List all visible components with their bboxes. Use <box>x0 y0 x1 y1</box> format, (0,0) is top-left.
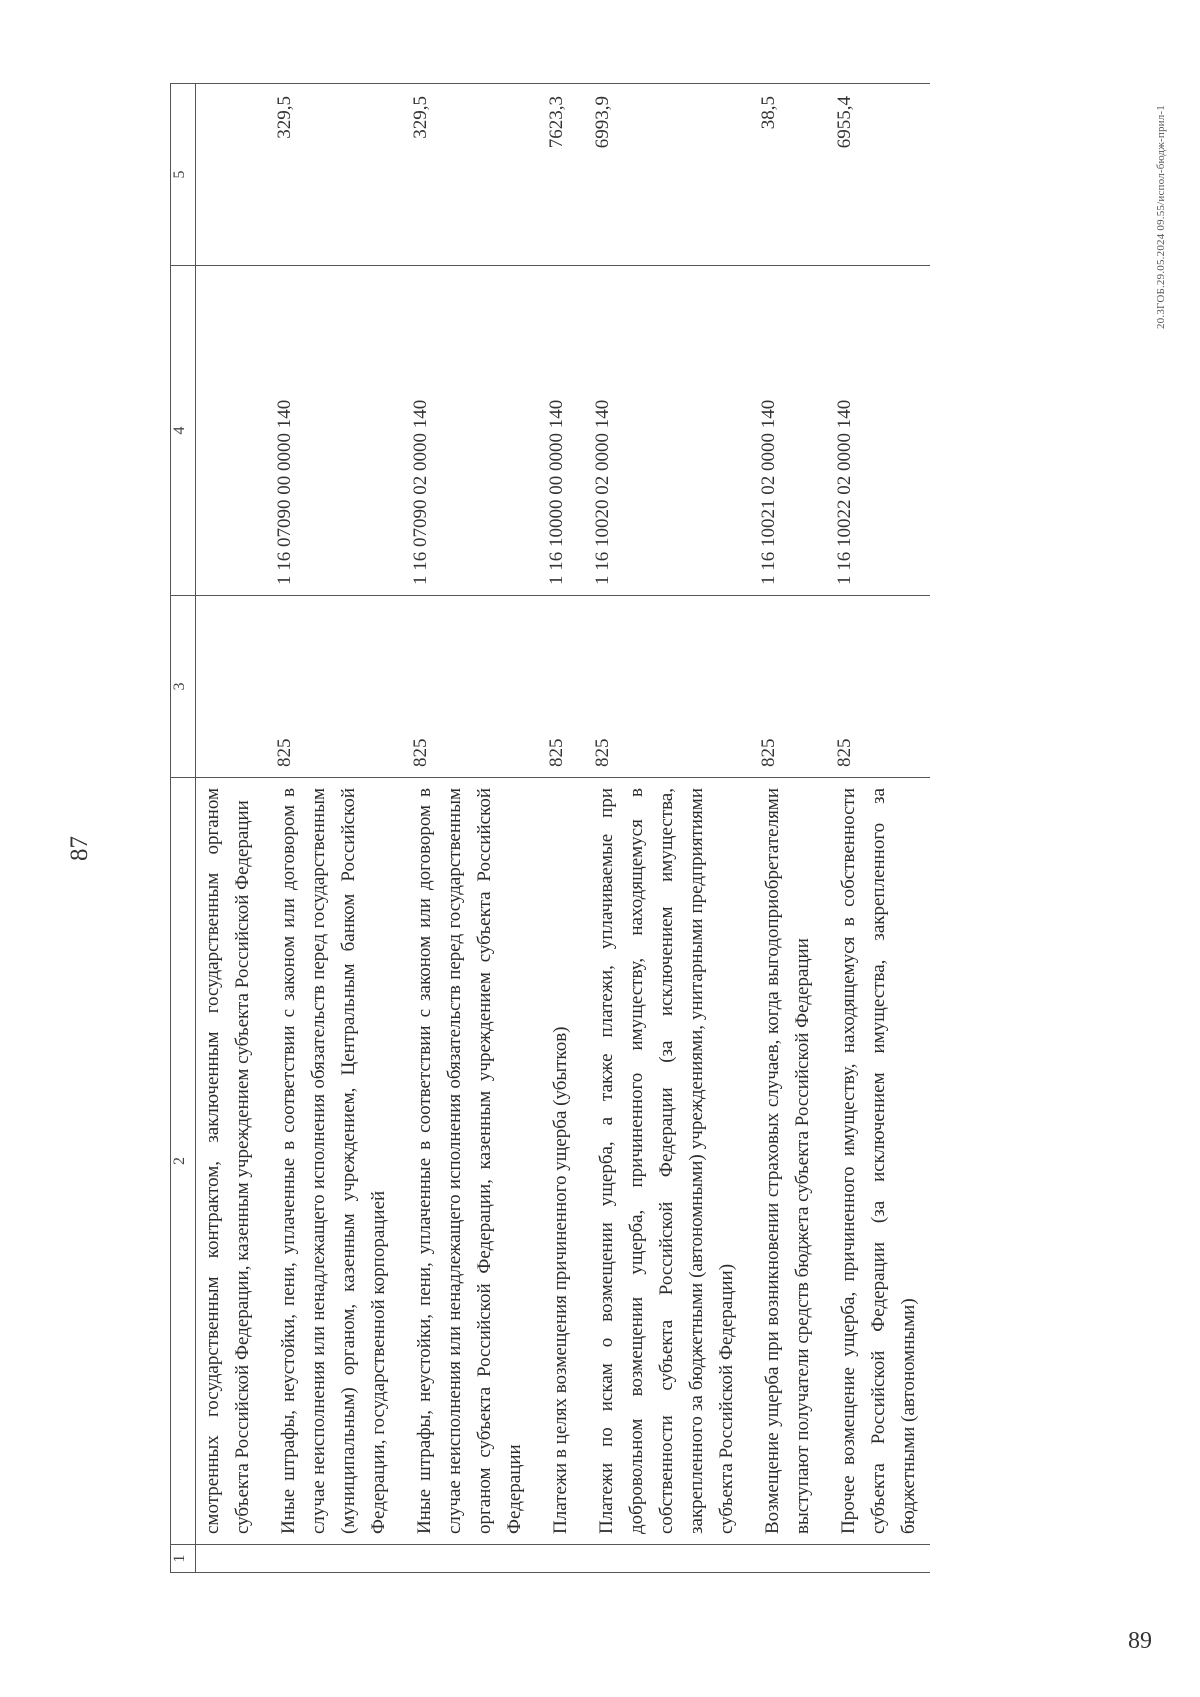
table-row <box>196 84 265 1573</box>
row-index-cell <box>824 1545 930 1573</box>
table-row <box>582 84 748 1573</box>
row-name: Платежи в целях возмещения причиненного ущерба (убытков) <box>536 778 582 1545</box>
table-row <box>536 84 582 1573</box>
row-amount: 329,5 <box>264 84 400 266</box>
page-number: 87 <box>66 836 93 861</box>
row-name: Иные штрафы, неустойки, пени, уплаченные в соответствии с законом или договором в случае неисполнения или ненадлежащего исполнения обязательств перед государственным (муниципальным) органом, казенным учреждением, Центральным банком Российской Федерации, государственной корпорацией <box>264 778 400 1545</box>
row-name: Прочее возмещение ущерба, причиненного имуществу, находящемуся в собственности субъекта Российской Федерации (за исключением имущества, закрепленного за бюджетными (автономными) <box>824 778 930 1545</box>
row-admin-code: 825 <box>264 596 400 778</box>
row-admin-code: 825 <box>824 596 930 778</box>
row-index-cell <box>196 1545 265 1573</box>
row-amount: 38,5 <box>748 84 824 266</box>
row-index-cell <box>748 1545 824 1573</box>
row-index-cell <box>264 1545 400 1573</box>
row-amount: 6993,9 <box>582 84 748 266</box>
row-amount: 329,5 <box>400 84 536 266</box>
table-header-row <box>171 84 196 1573</box>
row-budget-code: 1 16 10000 00 0000 140 <box>536 266 582 596</box>
row-admin-code: 825 <box>536 596 582 778</box>
row-budget-code: 1 16 10021 02 0000 140 <box>748 266 824 596</box>
row-budget-code: 1 16 10020 02 0000 140 <box>582 266 748 596</box>
table-row <box>400 84 536 1573</box>
column-header-1: 1 <box>171 1545 196 1573</box>
row-budget-code <box>196 266 265 596</box>
column-header-2: 2 <box>171 778 196 1545</box>
row-index-cell <box>400 1545 536 1573</box>
row-name: Платежи по искам о возмещении ущерба, а также платежи, уплачиваемые при добровольном возмещении ущерба, причиненного имуществу, находящемуся в собственности субъекта Российской Федерации (за исключением имущества, закрепленного за бюджетными (автономными) учреждениями, унитарными предприятиями субъекта Российской Федерации) <box>582 778 748 1545</box>
row-index-cell <box>582 1545 748 1573</box>
document-footer-code: 20.3ГОБ.29.05.2024 09.55/испол-бюдж-прил-1 <box>1155 105 1167 330</box>
column-header-5: 5 <box>171 84 196 266</box>
row-budget-code: 1 16 07090 02 0000 140 <box>400 266 536 596</box>
table-row <box>748 84 824 1573</box>
row-admin-code: 825 <box>748 596 824 778</box>
row-index-cell <box>536 1545 582 1573</box>
row-name: Иные штрафы, неустойки, пени, уплаченные в соответствии с законом или договором в случае неисполнения или ненадлежащего исполнения обязательств перед государственным органом субъекта Российской Федерации, казенным учреждением субъекта Российской Федерации <box>400 778 536 1545</box>
row-amount: 6955,4 <box>824 84 930 266</box>
row-amount <box>196 84 265 266</box>
row-admin-code: 825 <box>582 596 748 778</box>
column-header-3: 3 <box>171 596 196 778</box>
row-name: Возмещение ущерба при возникновении страховых случаев, когда выгодоприобретателями выступают получатели средств бюджета субъекта Российской Федерации <box>748 778 824 1545</box>
row-amount: 7623,3 <box>536 84 582 266</box>
row-budget-code: 1 16 07090 00 0000 140 <box>264 266 400 596</box>
column-header-4: 4 <box>171 266 196 596</box>
row-admin-code: 825 <box>400 596 536 778</box>
row-name: смотренных государственным контрактом, заключенным государственным органом субъекта Российской Федерации, казенным учреждением субъекта Российской Федерации <box>196 778 265 1545</box>
table-row <box>264 84 400 1573</box>
table-row <box>824 84 930 1573</box>
row-budget-code: 1 16 10022 02 0000 140 <box>824 266 930 596</box>
revenue-table <box>170 83 930 1573</box>
scan-page-number: 89 <box>1128 1628 1152 1654</box>
row-admin-code <box>196 596 265 778</box>
